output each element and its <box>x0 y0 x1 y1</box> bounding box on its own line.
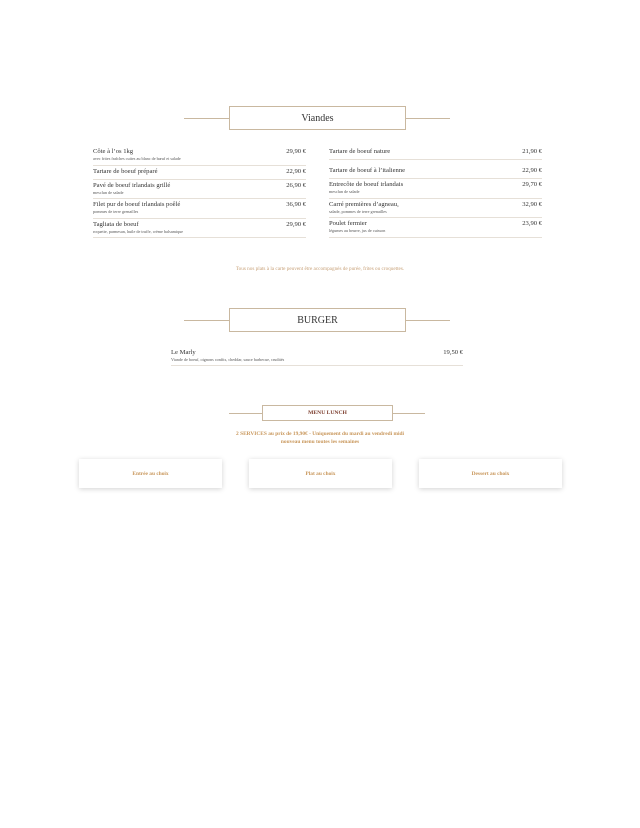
item-description: mesclun de salade <box>329 189 360 194</box>
item-name: Tartare de boeuf à l’italienne <box>329 167 406 174</box>
menu-item <box>93 166 306 180</box>
item-description: Viande de boeuf, oignons confits, cheddar, sauce barbecue, crudités <box>171 357 285 362</box>
item-name: Côte à l’os 1kg <box>93 148 134 155</box>
menu-item <box>93 146 306 166</box>
title-divider-right <box>392 413 425 414</box>
title-divider-left <box>229 413 262 414</box>
title-divider-left <box>184 320 229 321</box>
item-price: 19,50 € <box>443 349 463 356</box>
item-price: 26,90 € <box>286 181 306 189</box>
item-description: légumes au beurre, jus de cuisson <box>329 228 386 233</box>
title-divider-right <box>405 118 450 119</box>
viandes-header <box>0 106 640 130</box>
item-price: 29,90 € <box>286 148 306 155</box>
item-description: roquette, parmesan, huile de truffe, crème balsamique <box>93 228 184 234</box>
item-price: 22,90 € <box>286 167 306 175</box>
item-name: Tagliata de boeuf <box>93 220 139 228</box>
lunch-weekly-line: nouveau menu toutes les semaines <box>280 439 360 445</box>
menu-item <box>329 146 542 160</box>
item-price: 29,70 € <box>522 181 542 188</box>
item-name: Filet pur de boeuf irlandais poêlé <box>93 201 181 208</box>
item-description: avec frites fraîches cuites au blanc de bœuf et salade <box>93 156 181 161</box>
title-divider-left <box>184 118 229 119</box>
menu-item <box>329 199 542 219</box>
burger-header <box>0 308 640 332</box>
item-name: Le Marly <box>171 349 196 356</box>
lunch-header <box>0 405 640 421</box>
title-divider-right <box>405 320 450 321</box>
card-entree[interactable]: Entrée au choix <box>79 459 222 488</box>
card-plat[interactable]: Plat au choix <box>249 459 392 488</box>
section-title-viandes: Viandes <box>229 106 406 130</box>
item-price: 23,90 € <box>522 220 542 227</box>
item-description: salade, pommes de terre grenailles <box>329 208 387 214</box>
item-description: mesclun de salade <box>93 189 124 195</box>
item-price: 22,90 € <box>522 167 542 174</box>
side-dish-note: Tous nos plats à la carte peuvent être accompagnés de purée, frites ou croquettes. <box>235 266 405 272</box>
section-title-menu-lunch: MENU LUNCH <box>262 405 393 421</box>
item-name: Pavé de boeuf irlandais grillé <box>93 181 171 189</box>
item-price: 36,90 € <box>286 201 306 208</box>
menu-item <box>93 219 306 239</box>
item-price: 21,90 € <box>522 148 542 155</box>
item-name: Poulet fermier <box>329 220 367 227</box>
burger-item <box>171 349 463 366</box>
viandes-right-column <box>329 146 542 238</box>
section-title-burger: BURGER <box>229 308 406 332</box>
item-description: pommes de terre grenailles <box>93 209 139 214</box>
menu-item <box>329 179 542 199</box>
card-dessert[interactable]: Dessert au choix <box>419 459 562 488</box>
item-price: 32,90 € <box>522 200 542 208</box>
item-name: Entrecôte de boeuf irlandais <box>329 181 404 188</box>
item-name: Tartare de boeuf nature <box>329 148 391 155</box>
viandes-left-column <box>93 146 306 238</box>
item-name: Carré premières d’agneau, <box>329 200 399 208</box>
item-name: Tartare de boeuf préparé <box>93 167 158 175</box>
menu-item <box>329 165 542 179</box>
menu-item <box>93 199 306 219</box>
item-price: 29,90 € <box>286 220 306 228</box>
lunch-price-line: 2 SERVICES au prix de 19,90€ - Uniquement du mardi au vendredi midi <box>236 431 404 437</box>
menu-item <box>329 218 542 238</box>
menu-item <box>93 180 306 200</box>
